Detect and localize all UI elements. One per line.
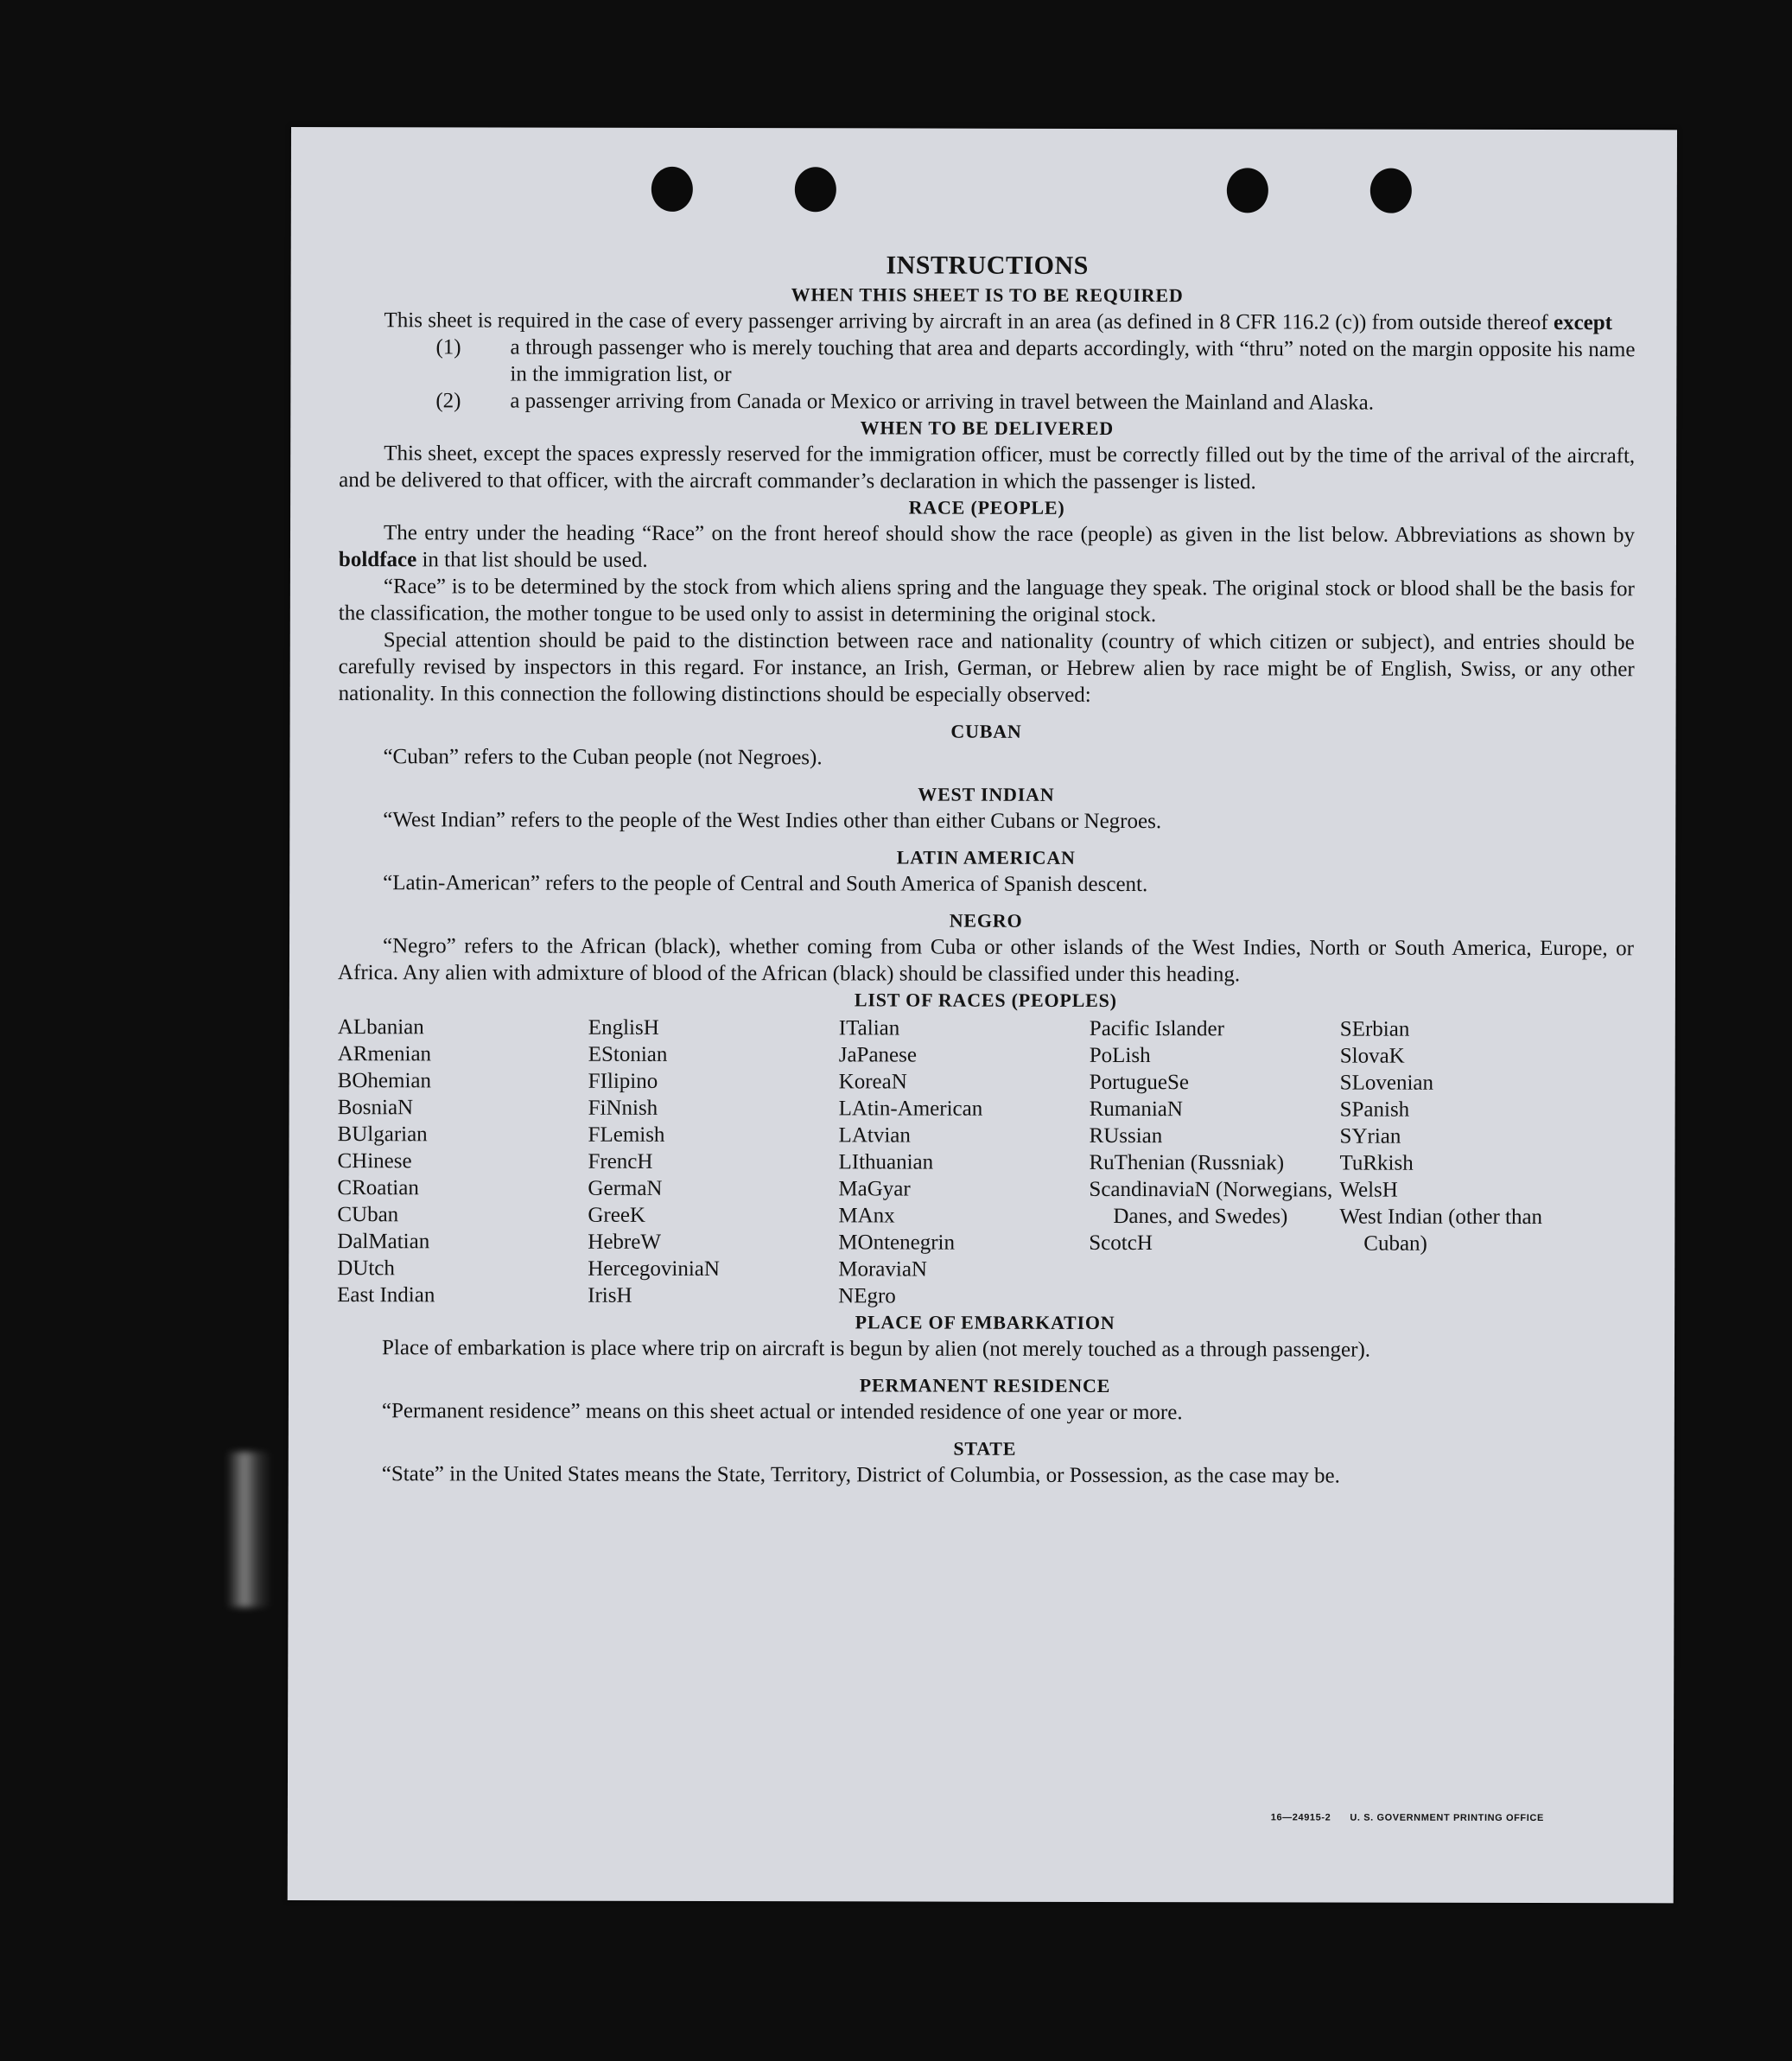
race-entry: FrencH xyxy=(588,1149,653,1174)
race-entry: SPanish xyxy=(1339,1097,1410,1122)
race-entry: ALbanian xyxy=(337,1015,424,1040)
section-heading-negro: NEGRO xyxy=(949,909,1023,932)
race-p1-boldface: boldface xyxy=(338,548,417,572)
west-indian-text: “West Indian” refers to the people of the West Indies other than either Cubans or Negroes. xyxy=(383,808,1162,834)
delivered-text: This sheet, except the spaces expressly reserved for the immigration officer, must be correctly filled out by the time of the arrival of the aircraft, and be delivered to that officer, with the aircraft commander’s declaration in which the passenger is listed. xyxy=(339,442,1636,494)
race-entry: WelsH xyxy=(1339,1178,1398,1202)
printer-name: U. S. GOVERNMENT PRINTING OFFICE xyxy=(1350,1812,1544,1824)
form-footer xyxy=(1271,1812,1544,1823)
race-entry: MAnx xyxy=(838,1204,895,1228)
race-entry: PoLish xyxy=(1089,1043,1151,1068)
section-heading-races-list: LIST OF RACES (PEOPLES) xyxy=(854,989,1117,1012)
race-entry: LAtin-American xyxy=(838,1097,983,1121)
races-column xyxy=(588,1015,839,1310)
races-column xyxy=(1339,1016,1565,1312)
race-entry: CUban xyxy=(337,1203,399,1227)
race-entry: DUtch xyxy=(337,1256,395,1281)
embarkation-text: Place of embarkation is place where trip on aircraft is begun by alien (not merely touched as a through passenger). xyxy=(382,1336,1371,1362)
race-entry: LAtvian xyxy=(838,1123,911,1148)
race-entry: SYrian xyxy=(1339,1124,1401,1148)
race-entry: SlovaK xyxy=(1339,1044,1405,1068)
section-heading-required: WHEN THIS SHEET IS TO BE REQUIRED xyxy=(791,283,1184,307)
races-list xyxy=(337,1014,1634,1311)
section-heading-state: STATE xyxy=(953,1437,1017,1460)
section-heading-race: RACE (PEOPLE) xyxy=(908,496,1065,518)
race-entry: EStonian xyxy=(588,1042,668,1066)
required-intro xyxy=(339,307,1635,336)
section-heading-residence: PERMANENT RESIDENCE xyxy=(859,1374,1111,1396)
required-intro-text: This sheet is required in the case of every passenger arriving by aircraft in an area (as defined in 8 CFR 116.2 (c)) from outside thereof xyxy=(384,309,1554,335)
race-entry: HebreW xyxy=(588,1230,661,1254)
race-entry: RumaniaN xyxy=(1089,1097,1183,1122)
race-entry: ARmenian xyxy=(337,1042,432,1066)
race-entry: TuRkish xyxy=(1339,1151,1414,1175)
document-page xyxy=(288,127,1677,1903)
race-paragraph-3: Special attention should be paid to the distinction between race and nationality (country of which citizen or subject), and entries should be carefully revised by inspectors in this regard. For instance, an Irish, German, or Hebrew alien by race might be of English, Swiss, or any other nationality. In this connection the following distinctions should be especially observed: xyxy=(338,628,1635,707)
race-entry: GreeK xyxy=(588,1203,646,1227)
race-entry: MaGyar xyxy=(838,1177,911,1201)
punch-hole xyxy=(795,167,836,212)
race-entry: BUlgarian xyxy=(337,1123,428,1147)
race-entry: IrisH xyxy=(588,1283,632,1307)
race-entry: MoraviaN xyxy=(838,1257,928,1282)
race-entry: HercegoviniaN xyxy=(588,1256,720,1282)
race-entry: RuThenian (Russniak) xyxy=(1089,1150,1285,1175)
exception-number: (2) xyxy=(435,389,461,413)
section-heading-cuban: CUBAN xyxy=(950,720,1022,742)
race-paragraph-1 xyxy=(339,519,1635,576)
race-entry: ITalian xyxy=(838,1016,900,1040)
race-entry: KoreaN xyxy=(838,1070,907,1094)
latin-american-text: “Latin-American” refers to the people of Central and South America of Spanish descent. xyxy=(383,871,1148,897)
state-text: “State” in the United States means the State, Territory, District of Columbia, or Possession, as the case may be. xyxy=(381,1462,1340,1488)
race-entry: EnglisH xyxy=(588,1015,659,1040)
race-entry: RUssian xyxy=(1089,1123,1163,1148)
section-heading-latin-american: LATIN AMERICAN xyxy=(896,846,1076,868)
exception-text: a passenger arriving from Canada or Mexico or arriving in travel between the Mainland and Alaska. xyxy=(510,389,1375,415)
instructions-body xyxy=(337,248,1636,1490)
race-p1-text: The entry under the heading “Race” on the front hereof should show the race (people) as given in the list below. Abbreviations as shown by xyxy=(383,521,1636,548)
race-entry: BOhemian xyxy=(337,1069,432,1093)
exception-text: a through passenger who is merely touching that area and departs accordingly, with “thru” noted on the margin opposite his name in the immigration list, or xyxy=(510,335,1636,387)
residence-text: “Permanent residence” means on this sheet actual or intended residence of one year or more. xyxy=(381,1399,1183,1425)
race-entry: LIthuanian xyxy=(838,1150,934,1174)
punch-hole xyxy=(1370,169,1412,213)
race-entry: MOntenegrin xyxy=(838,1231,956,1255)
race-entry: GermaN xyxy=(588,1176,663,1200)
race-entry: BosniaN xyxy=(337,1096,414,1120)
cuban-text: “Cuban” refers to the Cuban people (not Negroes). xyxy=(383,745,823,770)
required-intro-except: except xyxy=(1553,311,1613,335)
race-entry: PortugueSe xyxy=(1089,1070,1189,1095)
form-code: 16—24915-2 xyxy=(1270,1812,1331,1823)
punch-hole xyxy=(1227,168,1268,213)
exception-number: (1) xyxy=(435,335,461,359)
negro-text: “Negro” refers to the African (black), whether coming from Cuba or other islands of the West Indies, North or South America, Europe, or Africa. Any alien with admixture of blood of the African (black) should be classified under this heading. xyxy=(337,934,1635,987)
scan-glare xyxy=(226,1452,271,1607)
race-p1-tail: in that list should be used. xyxy=(416,548,648,572)
race-entry: West Indian (other than Cuban) xyxy=(1339,1205,1543,1256)
race-entry: FLemish xyxy=(588,1123,665,1147)
section-heading-delivered: WHEN TO BE DELIVERED xyxy=(860,417,1114,439)
races-column xyxy=(1089,1015,1340,1311)
race-entry: ScandinaviaN (Norwegians, Danes, and Swedes) xyxy=(1089,1177,1333,1229)
section-heading-embarkation: PLACE OF EMBARKATION xyxy=(855,1311,1115,1333)
races-column xyxy=(337,1014,588,1309)
race-entry: ScotcH xyxy=(1089,1231,1153,1256)
punch-hole xyxy=(651,167,693,212)
exception-item xyxy=(339,387,1635,417)
race-entry: SLovenian xyxy=(1339,1071,1434,1095)
race-entry: DalMatian xyxy=(337,1230,430,1254)
race-entry: NEgro xyxy=(838,1284,896,1308)
race-entry: CRoatian xyxy=(337,1176,419,1200)
race-entry: FiNnish xyxy=(588,1096,658,1120)
races-column xyxy=(838,1015,1090,1310)
race-entry: East Indian xyxy=(337,1283,435,1307)
race-entry: SErbian xyxy=(1339,1017,1410,1041)
race-paragraph-2: “Race” is to be determined by the stock from which aliens spring and the language they speak. The original stock or blood shall be the basis for the classification, the mother tongue to be used only to assist in determining the original stock. xyxy=(338,575,1635,627)
race-entry: FIlipino xyxy=(588,1069,658,1093)
race-entry: Pacific Islander xyxy=(1089,1016,1225,1041)
race-entry: CHinese xyxy=(337,1149,412,1174)
section-heading-west-indian: WEST INDIAN xyxy=(918,783,1055,805)
page-title: INSTRUCTIONS xyxy=(886,251,1089,280)
exception-item xyxy=(339,334,1635,390)
race-entry: JaPanese xyxy=(838,1043,918,1067)
